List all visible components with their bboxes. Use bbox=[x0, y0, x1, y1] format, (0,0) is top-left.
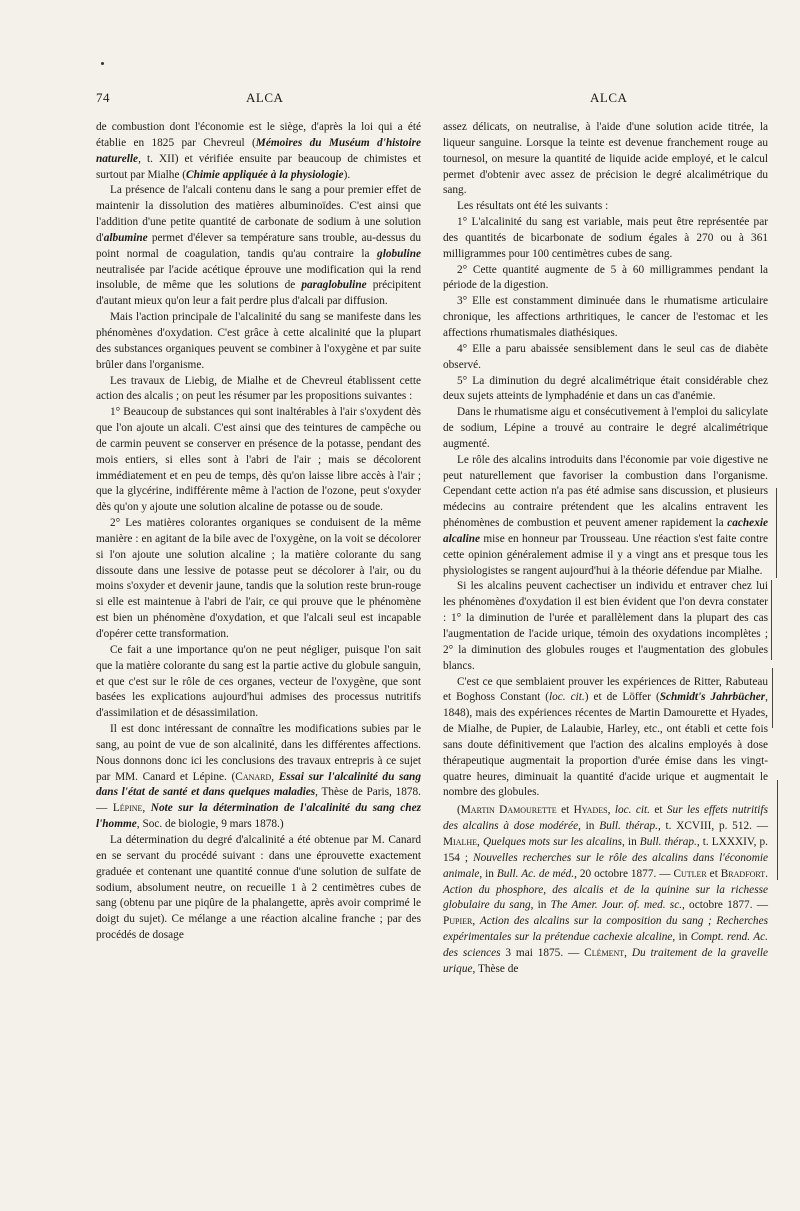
margin-pencil-line bbox=[772, 668, 773, 728]
paragraph: La détermination du degré d'alcalinité a été obtenue par M. Canard en se servant du procédé suivant : dans une éprouvette exactement graduée et contenant une quantité connue d'une solution de sulfate de sodium, absolument neutre, on recueille 1 à 2 centimètres cubes de sang (obtenu par une piqûre de la phalangette, après avoir comprimé le doigt du sujet). Ce mélange a une réaction alcaline franche ; par des procédés de dosage bbox=[96, 833, 421, 942]
paragraph: Les travaux de Liebig, de Mialhe et de Chevreul établissent cette action des alcalis ; on peut les résumer par les propositions suivantes : bbox=[96, 374, 421, 403]
paragraph: Ce fait a une importance qu'on ne peut négliger, puisque l'on sait que la matière colorante du sang est la partie active du globule sanguin, et que c'est sur le rôle de ces organes, vecteur de l'oxygène, que sont basées les explications aujourd'hui admises des processus nutritifs d'assimilation et de désassimilation. bbox=[96, 643, 421, 720]
paragraph: 2° Cette quantité augmente de 5 à 60 milligrammes pendant la période de la digestion. bbox=[443, 263, 768, 292]
paragraph: La présence de l'alcali contenu dans le sang a pour premier effet de maintenir la dissolution des matières albuminoïdes. C'est ainsi que l'addition d'une petite quantité de carbonate de sodium à une solution d'albumine permet d'élever sa température sans trouble, au-dessus du point normal de coagulation, tandis qu'au contraire la globuline neutralisée par l'acide acétique éprouve une modification qui la rend insoluble, de même que les solutions de paraglobuline précipitent d'autant mieux qu'on leur a fait perdre plus d'alcali par diffusion. bbox=[96, 184, 421, 308]
paragraph: 1° L'alcalinité du sang est variable, mais peut être représentée par des quantités de bicarbonate de sodium égales à 270 ou à 361 milligrammes pour 100 centimètres cubes de sang. bbox=[443, 216, 768, 260]
paragraph: 3° Elle est constamment diminuée dans le rhumatisme articulaire chronique, les affections arthritiques, le cancer de l'estomac et les affections rhumatismales diathésiques. bbox=[443, 295, 768, 339]
left-column bbox=[96, 120, 421, 944]
ink-dot bbox=[101, 62, 104, 65]
margin-pencil-line bbox=[776, 488, 777, 578]
paragraph: 5° La diminution du degré alcalimétrique était considérable chez deux sujets atteints de lymphadénie et dans un cas d'anémie. bbox=[443, 374, 768, 403]
header-left-title: ALCA bbox=[246, 90, 284, 105]
paragraph: Les résultats ont été les suivants : bbox=[457, 200, 609, 213]
paragraph: Le rôle des alcalins introduits dans l'économie par voie digestive ne peut naturellement que favoriser la combustion dans l'organisme. Cependant cette action n'a pas été admise sans discussion, et plusieurs médecins au contraire prétendent que les alcalins entravent les phénomènes de combustion et peuvent amener rapidement la cachexie alcaline mise en honneur par Trousseau. Une réaction s'est faite contre cette opinion généralement admise il y a vingt ans et presque tous les physiologistes se rangent aujourd'hui à la théorie défendue par Mialhe. bbox=[443, 453, 768, 577]
margin-pencil-line bbox=[777, 780, 778, 880]
right-column bbox=[443, 120, 768, 978]
paragraph: 4° Elle a paru abaissée sensiblement dans le seul cas de diabète observé. bbox=[443, 342, 768, 371]
running-header bbox=[96, 90, 768, 110]
paragraph: Dans le rhumatisme aigu et consécutivement à l'emploi du salicylate de sodium, Lépine a trouvé au contraire le degré alcalimétrique augmenté. bbox=[443, 406, 768, 450]
paragraph: C'est ce que semblaient prouver les expériences de Ritter, Rabuteau et Boghoss Constant (loc. cit.) et de Löffer (Schmidt's Jahrbücher, 1848), mais des expériences récentes de Martin Damourette et Hyades, de Mialhe, de Pupier, de Lalaubie, Harley, etc., ont établi et cette fois sans doute définitivement que l'action des alcalins employés à dose thérapeutique augmentait la proportion d'urée émise dans les vingt-quatre heures, diminuait la quantité d'acide urique et augmentait le nombre des globules. bbox=[443, 675, 768, 799]
paragraph: 1° Beaucoup de substances qui sont inaltérables à l'air s'oxydent dès que l'on ajoute un alcali. C'est ainsi que des teintures de campêche ou de carmin peuvent se conserver en présence de la potasse, pendant des mois entiers, si elles sont à l'abri de l'air ; mais se décolorent immédiatement et en peu de temps, dès qu'on laisse libre accès à l'air ; que la glycérine, indifférente même à l'action de l'ozone, peut s'oxyder dès qu'on y ajoute une solution alcaline de potasse ou de soude. bbox=[96, 406, 421, 514]
paragraph: Mais l'action principale de l'alcalinité du sang se manifeste dans les phénomènes d'oxydation. C'est grâce à cette alcalinité que la plupart des substances organiques peuvent se combiner à l'oxygène et par suite brûler dans l'organisme. bbox=[96, 311, 421, 371]
paragraph: 2° Les matières colorantes organiques se conduisent de la même manière : en agitant de la bile avec de l'oxygène, on la voit se décolorer si l'on ajoute une solution alcaline ; la matière colorante du sang dissoute dans une lessive de potasse peut se décolorer à l'air, ou du moins s'oxyder et devenir jaune, tandis que la solution reste brun-rouge si elle est maintenue à l'abri de l'air, ce qui prouve que le phénomène est bien un phénomène d'oxydation, et que l'alcali seul est incapable d'opérer cette transformation. bbox=[96, 517, 421, 640]
paragraph: Si les alcalins peuvent cachectiser un individu et entraver chez lui les phénomènes d'oxydation il est bien évident que l'on devra constater : 1° la diminution de l'urée et parallèlement dans la plupart des cas l'augmentation de l'acide urique, témoin des oxydations incomplètes ; 2° la diminution des globules rouges et l'augmentation des globules blancs. bbox=[443, 580, 768, 672]
page-number: 74 bbox=[96, 90, 110, 105]
paragraph: de combustion dont l'économie est le siège, d'après la loi qui a été établie en 1825 par Chevreul (Mémoires du Muséum d'histoire naturelle, t. XII) et vérifiée ensuite par beaucoup de chimistes et surtout par Mialhe (Chimie appliquée à la physiologie). bbox=[96, 121, 421, 181]
paragraph: assez délicats, on neutralise, à l'aide d'une solution acide titrée, la liqueur sanguine. Lorsque la teinte est devenue franchement rouge au tournesol, on mesure la quantité de liquide acide employé, et le calcul permet d'obtenir avec assez de précision le degré alcalimétrique du sang. bbox=[443, 121, 768, 197]
header-right-title: ALCA bbox=[590, 90, 628, 105]
paragraph: Il est donc intéressant de connaître les modifications subies par le sang, au point de vue de son alcalinité, dans les différentes affections. Nous donnons donc ici les conclusions des travaux entrepris à ce sujet par MM. Canard et Lépine. (Canard, Essai sur l'alcalinité du sang dans l'état de santé et dans quelques maladies, Thèse de Paris, 1878. — Lépine, Note sur la détermination de l'alcalinité du sang chez l'homme, Soc. de biologie, 9 mars 1878.) bbox=[96, 723, 421, 831]
references-paragraph: (Martin Damourette et Hyades, loc. cit. et Sur les effets nutritifs des alcalins à dose modérée, in Bull. thérap., t. XCVIII, p. 512. — Mialhe, Quelques mots sur les alcalins, in Bull. thérap., t. LXXXIV, p. 154 ; Nouvelles recherches sur le rôle des alcalins dans l'économie animale, in Bull. Ac. de méd., 20 octobre 1877. — Cutler et Bradfort. Action du phosphore, des alcalis et de la quinine sur la richesse globulaire du sang, in The Amer. Jour. of. med. sc., octobre 1877. — Pupier, Action des alcalins sur la composition du sang ; Recherches expérimentales sur la prétendue cachexie alcaline, in Compt. rend. Ac. des sciences 3 mai 1875. — Clément, Du traitement de la gravelle urique, Thèse de bbox=[443, 804, 769, 975]
margin-pencil-line bbox=[771, 580, 772, 660]
